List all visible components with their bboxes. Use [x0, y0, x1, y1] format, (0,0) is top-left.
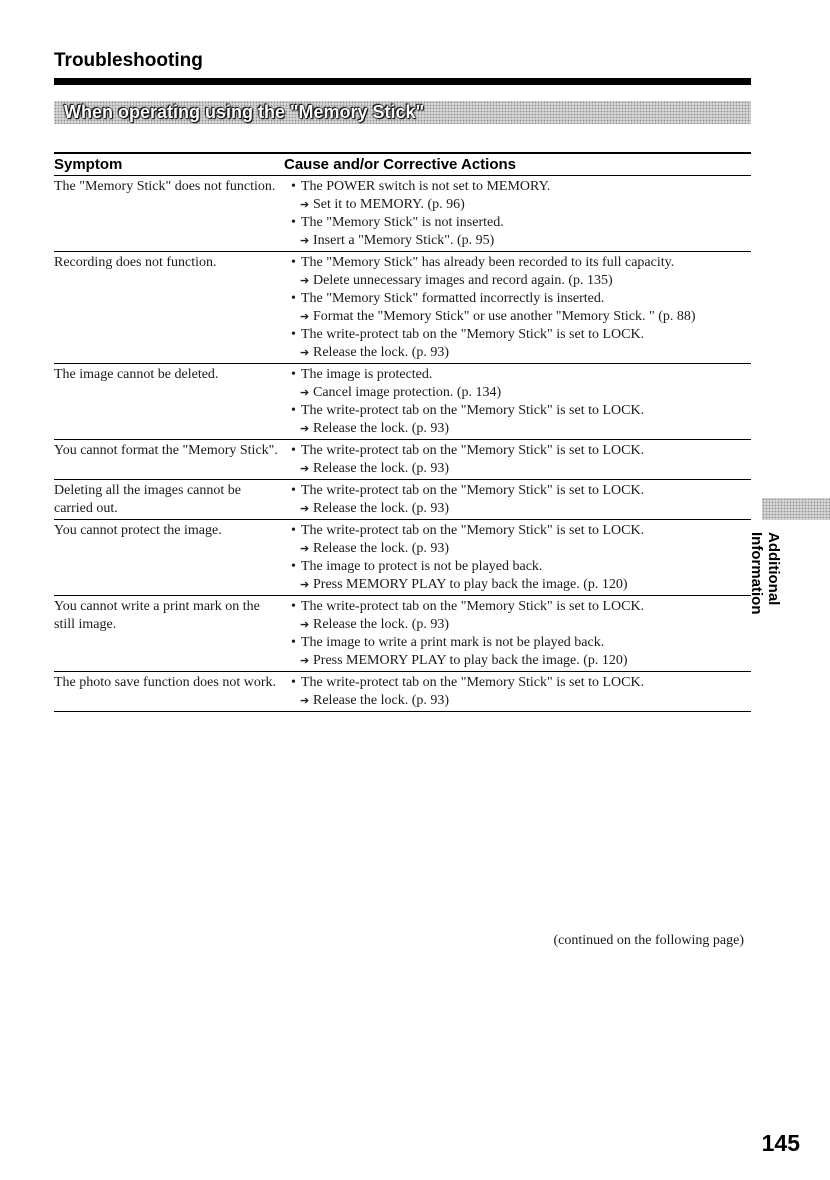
arrow-icon: ➔ [300, 199, 310, 211]
table-row [54, 364, 751, 440]
arrow-icon: ➔ [300, 543, 310, 555]
table-header [54, 152, 751, 176]
actions-cell [291, 482, 751, 518]
fix-text: Release the lock. (p. 93) [313, 461, 450, 476]
actions-cell [291, 522, 751, 594]
fix-text: Release the lock. (p. 93) [313, 421, 450, 436]
cause-text: The write-protect tab on the "Memory Stick" is set to LOCK. [301, 483, 645, 498]
fix-item [291, 308, 751, 326]
cause-item [291, 482, 751, 500]
cause-item [291, 366, 751, 384]
bullet-icon: • [291, 403, 296, 418]
fix-item [291, 272, 751, 290]
symptom-cell: The photo save function does not work. [54, 675, 277, 690]
cause-item [291, 178, 751, 196]
fix-item [291, 692, 751, 710]
page-number: 145 [761, 1130, 800, 1156]
cause-text: The image to write a print mark is not be played back. [301, 635, 605, 650]
fix-item [291, 540, 751, 558]
section-title: Troubleshooting [54, 50, 203, 71]
side-tab-marker [762, 498, 830, 520]
fix-item [291, 196, 751, 214]
arrow-icon: ➔ [300, 347, 310, 359]
fix-text: Release the lock. (p. 93) [313, 345, 450, 360]
bullet-icon: • [291, 675, 296, 690]
bullet-icon: • [291, 215, 296, 230]
fix-text: Release the lock. (p. 93) [313, 693, 450, 708]
cause-item [291, 558, 751, 576]
cause-text: The "Memory Stick" is not inserted. [301, 215, 504, 230]
fix-text: Delete unnecessary images and record again. (p. 135) [313, 273, 613, 288]
table-row [54, 520, 751, 596]
table-row [54, 596, 751, 672]
table-row [54, 252, 751, 364]
bullet-icon: • [291, 635, 296, 650]
cause-text: The write-protect tab on the "Memory Stick" is set to LOCK. [301, 443, 645, 458]
cause-item [291, 674, 751, 692]
cause-item [291, 214, 751, 232]
fix-item [291, 420, 751, 438]
side-tab-label: Additional Information [748, 532, 782, 615]
cause-item [291, 326, 751, 344]
arrow-icon: ➔ [300, 275, 310, 287]
cause-text: The "Memory Stick" formatted incorrectly is inserted. [301, 291, 605, 306]
symptom-cell: The "Memory Stick" does not function. [54, 179, 276, 194]
fix-text: Insert a "Memory Stick". (p. 95) [313, 233, 495, 248]
table-row [54, 440, 751, 480]
cause-text: The image is protected. [301, 367, 433, 382]
bullet-icon: • [291, 179, 296, 194]
column-header-symptom: Symptom [54, 156, 123, 173]
symptom-cell: The image cannot be deleted. [54, 367, 219, 382]
cause-item [291, 634, 751, 652]
bullet-icon: • [291, 255, 296, 270]
fix-text: Release the lock. (p. 93) [313, 501, 450, 516]
cause-text: The "Memory Stick" has already been recorded to its full capacity. [301, 255, 675, 270]
cause-text: The POWER switch is not set to MEMORY. [301, 179, 551, 194]
table-row [54, 176, 751, 252]
actions-cell [291, 442, 751, 478]
cause-text: The write-protect tab on the "Memory Stick" is set to LOCK. [301, 403, 645, 418]
bullet-icon: • [291, 327, 296, 342]
symptom-cell: You cannot write a print mark on the still image. [54, 599, 260, 632]
cause-text: The write-protect tab on the "Memory Stick" is set to LOCK. [301, 523, 645, 538]
arrow-icon: ➔ [300, 695, 310, 707]
arrow-icon: ➔ [300, 463, 310, 475]
actions-cell [291, 366, 751, 438]
troubleshooting-table [54, 152, 751, 712]
continued-note: (continued on the following page) [553, 933, 744, 948]
cause-text: The image to protect is not be played back. [301, 559, 543, 574]
arrow-icon: ➔ [300, 423, 310, 435]
bullet-icon: • [291, 559, 296, 574]
cause-item [291, 254, 751, 272]
bullet-icon: • [291, 367, 296, 382]
symptom-cell: You cannot format the "Memory Stick". [54, 443, 278, 458]
arrow-icon: ➔ [300, 387, 310, 399]
symptom-cell: Recording does not function. [54, 255, 217, 270]
fix-text: Cancel image protection. (p. 134) [313, 385, 502, 400]
fix-item [291, 384, 751, 402]
cause-text: The write-protect tab on the "Memory Stick" is set to LOCK. [301, 599, 645, 614]
fix-item [291, 500, 751, 518]
fix-item [291, 460, 751, 478]
arrow-icon: ➔ [300, 235, 310, 247]
table-row [54, 672, 751, 712]
fix-item [291, 576, 751, 594]
title-rule [54, 78, 751, 85]
actions-cell [291, 178, 751, 250]
arrow-icon: ➔ [300, 655, 310, 667]
fix-text: Format the "Memory Stick" or use another "Memory Stick. " (p. 88) [313, 309, 696, 324]
fix-text: Press MEMORY PLAY to play back the image. (p. 120) [313, 653, 628, 668]
fix-item [291, 232, 751, 250]
fix-item [291, 652, 751, 670]
section-banner [54, 101, 751, 124]
bullet-icon: • [291, 291, 296, 306]
table-row [54, 480, 751, 520]
bullet-icon: • [291, 483, 296, 498]
cause-item [291, 522, 751, 540]
column-header-cause: Cause and/or Corrective Actions [284, 156, 517, 173]
symptom-cell: Deleting all the images cannot be carried out. [54, 483, 241, 516]
fix-item [291, 616, 751, 634]
arrow-icon: ➔ [300, 619, 310, 631]
bullet-icon: • [291, 523, 296, 538]
cause-item [291, 598, 751, 616]
bullet-icon: • [291, 443, 296, 458]
cause-item [291, 442, 751, 460]
symptom-cell: You cannot protect the image. [54, 523, 222, 538]
arrow-icon: ➔ [300, 579, 310, 591]
fix-text: Set it to MEMORY. (p. 96) [313, 197, 465, 212]
actions-cell [291, 254, 751, 362]
table-body [54, 176, 751, 712]
arrow-icon: ➔ [300, 503, 310, 515]
bullet-icon: • [291, 599, 296, 614]
cause-item [291, 402, 751, 420]
fix-text: Press MEMORY PLAY to play back the image. (p. 120) [313, 577, 628, 592]
banner-text: When operating using the "Memory Stick" [64, 102, 425, 122]
fix-text: Release the lock. (p. 93) [313, 617, 450, 632]
actions-cell [291, 598, 751, 670]
cause-text: The write-protect tab on the "Memory Stick" is set to LOCK. [301, 327, 645, 342]
actions-cell [291, 674, 751, 710]
arrow-icon: ➔ [300, 311, 310, 323]
cause-item [291, 290, 751, 308]
fix-text: Release the lock. (p. 93) [313, 541, 450, 556]
cause-text: The write-protect tab on the "Memory Stick" is set to LOCK. [301, 675, 645, 690]
fix-item [291, 344, 751, 362]
